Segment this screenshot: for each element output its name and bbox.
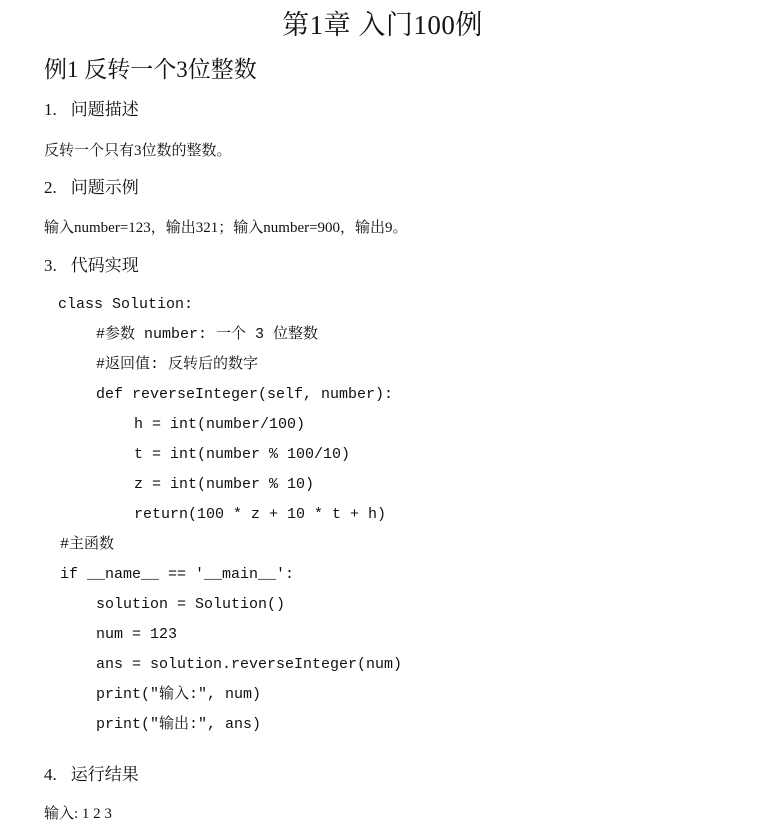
code-line: class Solution:: [58, 296, 194, 313]
code-line: #主函数: [60, 536, 115, 553]
section-heading-code-implementation: [44, 254, 139, 278]
run-result-text: 输入: 1 2 3: [44, 806, 112, 822]
problem-description-text: 反转一个只有3位数的整数。: [44, 143, 232, 159]
code-line: if __name__ == '__main__':: [60, 566, 295, 583]
code-line: def reverseInteger(self, number):: [96, 386, 394, 403]
section-title: 问题描述: [70, 100, 139, 119]
chapter-title: 第1章 入门100例: [282, 10, 483, 40]
code-line: print("输入:", num): [96, 686, 262, 703]
section-title: 代码实现: [70, 256, 139, 275]
code-line: #返回值: 反转后的数字: [96, 356, 259, 373]
section-heading-run-result: [44, 763, 139, 787]
code-line: num = 123: [96, 626, 178, 643]
section-title: 运行结果: [70, 765, 139, 784]
section-heading-problem-example: [44, 176, 139, 200]
code-line: ans = solution.reverseInteger(num): [96, 656, 403, 673]
section-number: 1.: [44, 100, 57, 119]
section-number: 3.: [44, 256, 57, 275]
code-line: solution = Solution(): [96, 596, 286, 613]
section-number: 4.: [44, 765, 57, 784]
section-heading-problem-description: [44, 98, 139, 122]
section-title: 问题示例: [70, 178, 139, 197]
code-line: #参数 number: 一个 3 位整数: [96, 326, 319, 343]
code-line: t = int(number % 100/10): [134, 446, 351, 463]
code-line: h = int(number/100): [134, 416, 306, 433]
code-line: print("输出:", ans): [96, 716, 262, 733]
problem-example-text: 输入number=123，输出321；输入number=900，输出9。: [44, 220, 408, 236]
example-title: 例1 反转一个3位整数: [44, 57, 257, 82]
code-line: return(100 * z + 10 * t + h): [134, 506, 387, 523]
section-number: 2.: [44, 178, 57, 197]
code-line: z = int(number % 10): [134, 476, 315, 493]
